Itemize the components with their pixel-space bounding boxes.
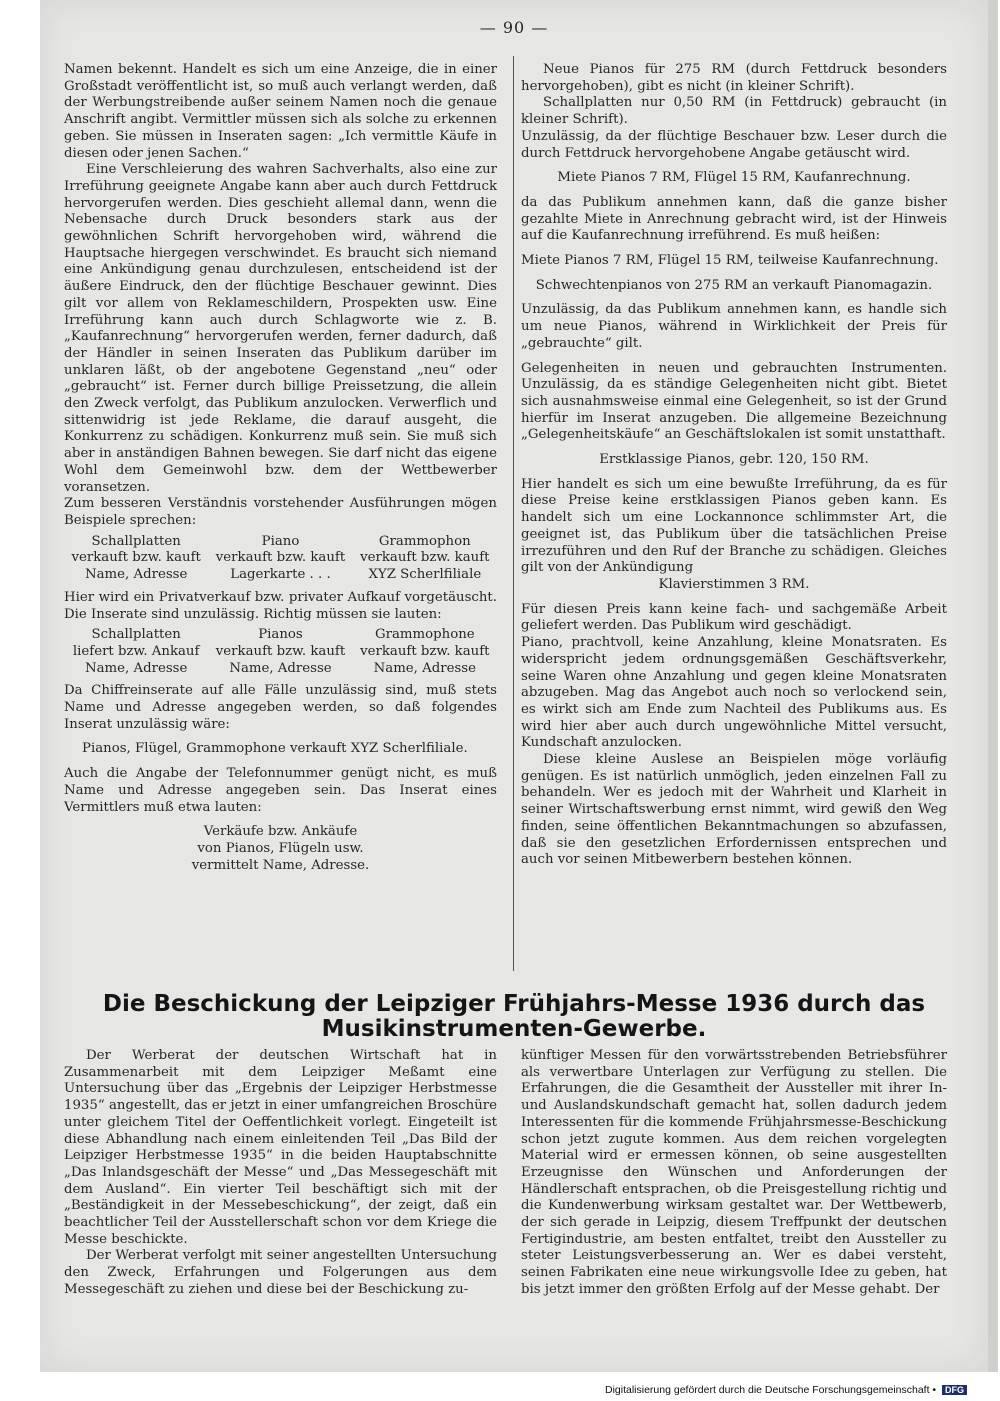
example-line: Erstklassige Pianos, gebr. 120, 150 RM.	[599, 452, 869, 468]
example-cell: Name, Adresse	[84, 567, 188, 583]
left-column-bottom	[64, 1048, 497, 1299]
paragraph: Hier wird ein Privatverkauf bzw. privater Aufkauf vorgetäuscht. Die Inserate sind unzulässig. Richtig müssen sie lauten:	[64, 589, 497, 622]
example-cell: verkauft bzw. kauft	[360, 643, 490, 659]
paragraph: Der Werberat der deutschen Wirtschaft hat in Zusammenarbeit mit dem Leipziger Meßamt eine Untersuchung über das „Ergebnis der Leipziger Herbstmesse 1935“ angestellt, das er jetzt in einer umfangreichen Broschüre unter gleichem Titel der Oeffentlichkeit vorlegt. Eingeteilt ist diese Abhandlung nach einem einleitenden Teil „Das Bild der Leipziger Herbstmesse 1935“ in die beiden Hauptabschnitte „Das Inlandsgeschäft der Messe“ und „Das Messegeschäft mit dem Ausland“. Ein vierter Teil beschäftigt sich mit der „Beständigkeit in der Messebeschickung“, der zeigt, daß ein beachtlicher Teil der Ausstellerschaft schon vor dem Kriege die Messe beschickte.	[64, 1048, 497, 1247]
paragraph: Da Chiffreinserate auf alle Fälle unzulässig sind, muß stets Name und Adresse angegeben werden, so daß folgendes Inserat unzulässig wäre:	[64, 683, 497, 732]
example-table-2	[64, 627, 497, 677]
paragraph: Piano, prachtvoll, keine Anzahlung, kleine Monatsraten. Es widerspricht jedem ordnungsgemäßen Geschäftsverkehr, seine Waren ohne Anzahlung und gegen kleine Monatsraten abzugeben. Mag das Angebot auch noch so verlockend sein, es wirkt sich am Ende zum Nachteil des Publikums aus. Es wird hier aber auch durch ungewöhnliche Mittel versucht, Kundschaft anzulocken.	[521, 635, 947, 751]
example-line: vermittelt Name, Adresse.	[191, 857, 370, 873]
headline-line-1: Die Beschickung der Leipziger Frühjahrs-Messe 1936 durch das	[102, 991, 926, 1017]
paragraph: Eine Verschleierung des wahren Sachverhalts, also eine zur Irreführung geeignete Angabe kann aber auch durch Fettdruck hervorgerufen werden. Dies geschieht allemal dann, wenn die Nebensache durch Druck besonders stark aus der gewöhnlichen Schrift hervorgehoben wird, während die Hauptsache hiergegen verschwindet. Es braucht sich niemand eine Ankündigung genau durchzulesen, entscheidend ist der äußere Eindruck, den der flüchtige Beschauer gewinnt. Dies gilt vor allem von Reklameschildern, Prospekten usw. Eine Irreführung kann auch durch Schlagworte wie z. B. „Kaufanrechnung“ hervorgerufen werden, ferner dadurch, daß der Händler in seinen Inseraten das Publikum darüber im unklaren läßt, ob der angebotene Gegenstand „neu“ oder „gebraucht“ ist. Ferner durch billige Preissetzung, die allein den Zweck verfolgt, das Publikum anzulocken. Verwerflich und sittenwidrig ist jede Reklame, die darauf ausgeht, die Konkurrenz zu schädigen. Konkurrenz muß sein. Sie muß sich aber in anständigen Bahnen bewegen. Sie darf nicht das eigene Wohl dem Gemeinwohl bzw. dem der Wettbewerber voransetzen.	[64, 162, 497, 495]
right-column-top	[521, 62, 947, 869]
paragraph: künftiger Messen für den vorwärtsstrebenden Betriebsführer als verwertbare Unterlagen zur Verfügung zu stellen. Die Erfahrungen, die die Gesamtheit der Aussteller mit ihrer In- und Auslandskundschaft gemacht hat, sollen dadurch jedem Interessenten für die kommende Frühjahrsmesse-Beschickung schon jetzt zugute kommen. Aus dem reichen vorgelegten Material wird er ermessen können, ob seine ausgestellten Erzeugnisse den Wünschen und Anforderungen der Händlerschaft entsprachen, ob die Preisgestellung richtig und die Kundenwerbung wirksam gestaltet war. Der Wettbewerb, der sich gerade in Leipzig, diesem Treffpunkt der deutschen Fertigindustrie, am besten entfaltet, treibt den Aussteller zu steter Leistungsverbesserung an. Wer es dabei versteht, seinen Fabrikaten eine neue wirkungsvolle Idee zu geben, hat bis jetzt immer den größten Erfolg auf der Messe gehabt. Der	[521, 1048, 947, 1297]
paragraph: Unzulässig, da das Publikum annehmen kann, es handle sich um neue Pianos, während in Wirklichkeit der Preis für „gebrauchte“ gilt.	[521, 302, 947, 351]
paragraph: Unzulässig, da der flüchtige Beschauer bzw. Leser durch die durch Fettdruck hervorgehobene Angabe getäuscht wird.	[521, 128, 947, 161]
footer-text: Digitalisierung gefördert durch die Deutsche Forschungsgemeinschaft •	[605, 1384, 937, 1396]
example-cell: XYZ Scherlfiliale	[368, 567, 482, 583]
headline-line-2: Musikinstrumenten-Gewerbe.	[321, 1016, 707, 1042]
example-cell: Schallplatten	[91, 533, 181, 549]
left-column-top	[64, 62, 497, 874]
paragraph: Zum besseren Verständnis vorstehender Ausführungen mögen Beispiele sprechen:	[64, 496, 497, 528]
example-cell: verkauft bzw. kauft	[215, 550, 346, 566]
paragraph: Für diesen Preis kann keine fach- und sachgemäße Arbeit geliefert werden. Das Publikum wird geschädigt.	[521, 601, 947, 634]
right-column-bottom	[521, 1048, 947, 1299]
page-number: — 90 —	[479, 18, 549, 37]
example-line: Miete Pianos 7 RM, Flügel 15 RM, teilweise Kaufanrechnung.	[521, 253, 939, 269]
footer-credit	[605, 1384, 967, 1396]
paragraph: Der Werberat verfolgt mit seiner angestellten Untersuchung den Zweck, Erfahrungen und Folgerungen aus dem Messegeschäft zu ziehen und diese bei der Beschickung zu-	[64, 1248, 497, 1297]
example-cell: Grammophone	[374, 627, 475, 643]
paragraph: Gelegenheiten in neuen und gebrauchten Instrumenten. Unzulässig, da es ständige Gelegenheiten nicht gibt. Bietet sich ausnahmsweise einmal eine Gelegenheit, so ist der Grund hierfür im Inserat anzugeben. Die allgemeine Bezeichnung „Gelegenheitskäufe“ an Geschäftslokalen ist somit unstatthaft.	[521, 360, 947, 443]
example-cell: Name, Adresse	[373, 660, 476, 676]
scanned-page	[40, 0, 998, 1372]
paragraph: Hier handelt es sich um eine bewußte Irreführung, da es für diese Preise keine erstklassigen Pianos geben kann. Es handelt sich um eine Lockannonce schlimmster Art, die geeignet ist, das Publikum über die tatsächlichen Preise irrezuführen und den Ruf der Branche zu schädigen. Gleiches gilt von der Ankündigung	[521, 476, 947, 576]
example-cell: verkauft bzw. kauft	[215, 643, 346, 659]
paragraph: Diese kleine Auslese an Beispielen möge vorläufig genügen. Es ist natürlich unmöglich, jeden einzelnen Fall zu behandeln. Wer es jedoch mit der Wahrheit und Klarheit in seiner Wirtschaftswerbung ernst nimmt, wird gewiß den Weg finden, seine öffentlichen Bekanntmachungen so abzufassen, daß sie den gesetzlichen Erfordernissen entsprechen und auch vor seinen Mitbewerbern bestehen können.	[521, 752, 947, 868]
paragraph: da das Publikum annehmen kann, daß die ganze bisher gezahlte Miete in Anrechnung gebracht wird, ist der Hinweis auf die Kaufanrechnung irreführend. Es muß heißen:	[521, 194, 947, 244]
example-cell: Piano	[261, 533, 300, 549]
example-line: von Pianos, Flügeln usw.	[197, 840, 364, 856]
example-cell: Name, Adresse	[84, 660, 188, 676]
example-cell: Pianos	[258, 627, 303, 643]
column-divider	[513, 56, 514, 971]
example-cell: liefert bzw. Ankauf	[72, 643, 200, 659]
example-cell: verkauft bzw. kauft	[71, 550, 201, 566]
example-line: Verkäufe bzw. Ankäufe	[203, 824, 358, 840]
example-cell: verkauft bzw. kauft	[360, 550, 490, 566]
example-cell: Name, Adresse	[229, 660, 332, 676]
example-table-1	[64, 534, 497, 584]
paragraph: Auch die Angabe der Telefonnummer genügt nicht, es muß Name und Adresse angegeben sein. Das Inserat eines Vermittlers muß etwa lauten:	[64, 766, 497, 815]
paragraph: Schallplatten nur 0,50 RM (in Fettdruck) gebraucht (in kleiner Schrift).	[521, 95, 947, 128]
article-headline	[40, 992, 988, 1042]
example-line: Klavierstimmen 3 RM.	[658, 576, 810, 592]
example-line: Miete Pianos 7 RM, Flügel 15 RM, Kaufanrechnung.	[557, 170, 911, 186]
example-line: Pianos, Flügel, Grammophone verkauft XYZ Scherlfiliale.	[82, 741, 468, 757]
dfg-logo: DFG	[942, 1385, 967, 1395]
paragraph: Neue Pianos für 275 RM (durch Fettdruck besonders hervorgehoben), gibt es nicht (in kleiner Schrift).	[521, 62, 947, 94]
paragraph: Namen bekennt. Handelt es sich um eine Anzeige, die in einer Großstadt veröffentlicht ist, so muß auch verlangt werden, daß der Werbungstreibende außer seinem Namen noch die genaue Anschrift angibt. Vermittler müssen sich als solche zu erkennen geben. Sie müssen in Inseraten sagen: „Ich vermittle Käufe in diesen oder jenen Sachen.“	[64, 62, 497, 161]
example-cell: Schallplatten	[91, 627, 181, 643]
example-cell: Grammophon	[378, 533, 471, 549]
example-line: Schwechtenpianos von 275 RM an verkauft Pianomagazin.	[535, 277, 933, 293]
example-cell: Lagerkarte . . .	[230, 567, 331, 583]
